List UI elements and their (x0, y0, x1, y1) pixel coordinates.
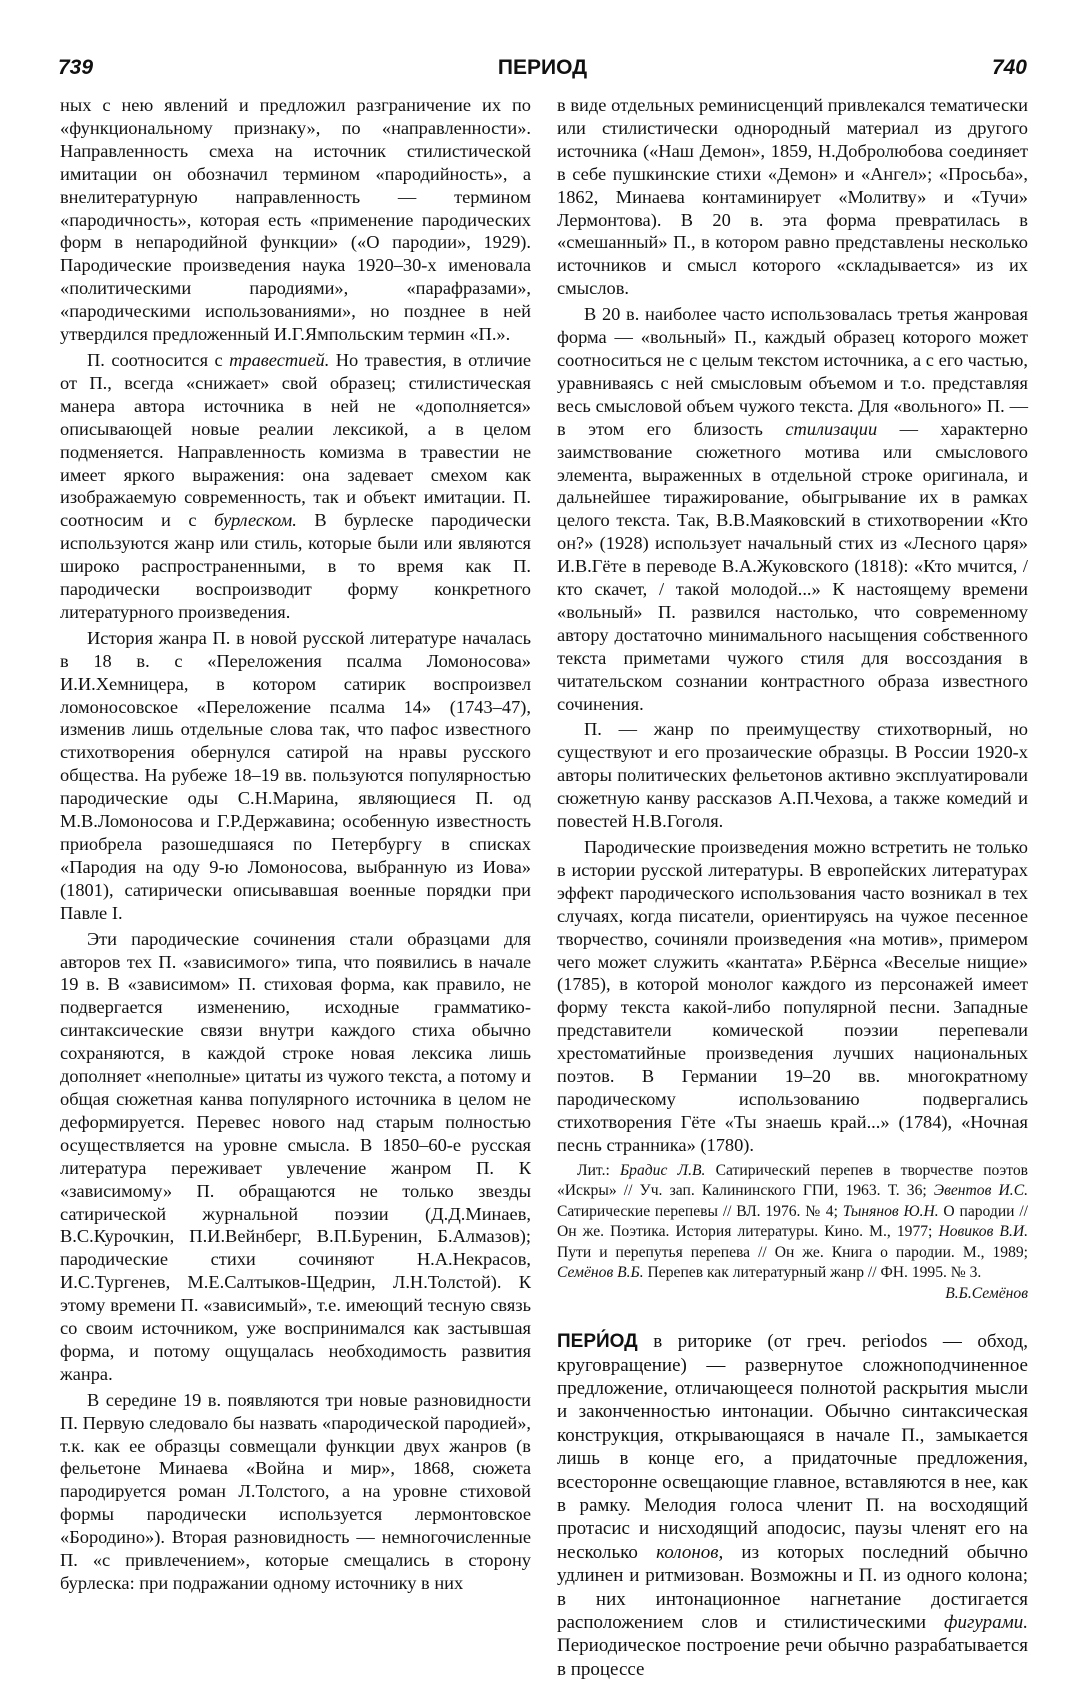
bibliography: Лит.: Брадис Л.В. Сатирический перепев в творчестве поэтов «Искры» // Уч. зап. Калининского ГПИ, 1963. Т. 36; Эвентов И.С. Сатирические перепевы // ВЛ. 1976. № 4; Тынянов Ю.Н. О пародии // Он же. Поэтика. История литературы. Кино. М., 1977; Новиков В.И. Пути и перепутья перепева // Он же. Книга о пародии. М., 1989; Семёнов В.Б. Перепев как литературный жанр // ФН. 1995. № 3. В.Б.Семёнов (557, 1161, 1028, 1305)
author-signature: В.Б.Семёнов (945, 1284, 1028, 1302)
paragraph: В середине 19 в. появляются три новые разновидности П. Первую следовало бы назвать «пародической пародией», т.к. как ее образцы совмещали функции двух жанров (в фельетоне Минаева «Война и мир», 1868, сюжета пародируется роман Л.Толстого, а на уровне стиховой формы пародически используется лермонтовское «Бородино»). Вторая разновидность — немногочисленные П. «с привлечением», которые смещались в сторону бурлеска: при подражании одному источнику в них (60, 1389, 531, 1593)
paragraph: ных с нею явлений и предложил разграничение их по «функциональному признаку», по «направленности». Направленность смеха на источник стилистической имитации он обозначил термином «пародийность», а внелитературную направленность — термином «пародичность», которая есть «применение пародических форм в непародийной функции» («О пародии», 1929). Пародические произведения наука 1920–30-х именовала «политическими пародиями», «парафразами», «пародическими использованиями», но позднее в ней утвердился предложенный И.Г.Ямпольским термин «П.». (60, 95, 531, 345)
page-number-left: 739 (58, 56, 94, 79)
paragraph: в виде отдельных реминисценций привлекался тематически или стилистически однородный материал из другого источника («Наш Демон», 1859, Н.Добролюбова соединяет в себе пушкинские стихи «Демон» и «Ангел»; «Просьба», 1862, Минаева контаминирует «Молитву» и «Тучи» Лермонтова). В 20 в. эта форма превратилась в «смешанный» П., в котором равно представлены несколько источников и смысл которого «складывается» из их смыслов. (557, 95, 1028, 299)
page-header (54, 56, 1031, 86)
paragraph: В 20 в. наиболее часто использовалась третья жанровая форма — «вольный» П., каждый образец которого может соотноситься не с целым текстом источника, а с его частью, уравниваясь с ней смысловым объемом и т.о. представляя весь смысловой объем чужого текста. Для «вольного» П. — в этом его близость стилизации — характерно заимствование сюжетного мотива или смыслового элемента, выраженных в отдельной строке оригинала, и дальнейшее тиражирование, обыгрывание их в рамках целого текста. Так, В.В.Маяковский в стихотворении «Кто он?» (1928) использует начальный стих из «Лесного царя» И.В.Гёте в переводе В.А.Жуковского (1818): «Кто мчится, / кто скачет, / такой молодой...» К настоящему времени «вольный» П. развился настолько, что современному автору достаточно минимального насыщения собственного текста приметами чужого стиля для воссоздания в читательском сознании контрастного образа известного сочинения. (557, 304, 1028, 714)
term-link: фигурами. (944, 1612, 1028, 1634)
left-column (60, 94, 531, 1598)
term-link: колонов, (656, 1541, 724, 1563)
paragraph: Эти пародические сочинения стали образцами для авторов тех П. «зависимого» типа, что появились в начале 19 в. В «зависимом» П. стиховая форма, как правило, не подвергается изменению, исходные грамматико-синтаксические связи внутри каждого стиха обычно сохраняются, в каждой строке новая лексика лишь дополняет «неполные» цитаты из чужого текста, а потому и общая сюжетная канва популярного источника в целом не деформируется. Перевес нового над старым полностью осуществляется на уровне смысла. В 1850–60-е русская литература переживает увлечение жанром П. К «зависимому» П. обращаются не только звезды сатирической журнальной поэзии (Д.Д.Минаев, В.С.Курочкин, П.И.Вейнберг, В.П.Буренин, Б.Алмазов); пародические стихи сочиняют Н.А.Некрасов, И.С.Тургенев, М.Е.Салтыков-Щедрин, Л.Н.Толстой). К этому времени П. «зависимый», т.е. имеющий тесную связь со своим источником, уже воспринимался как застывшая форма, и потому ощущалась необходимость развития жанра. (60, 928, 531, 1384)
term-link: бурлеском. (214, 510, 297, 531)
running-title: ПЕРИОД (497, 56, 588, 79)
term-link: травестией. (229, 349, 330, 370)
dictionary-entry: ПЕРИ́ОД в риторике (от греч. periodos — обход, круговращение) — развернутое сложноподчиненное предложение, отличающееся полнотой раскрытия мысли и законченностью интонации. Обычно синтаксическая конструкция, открывающаяся в начале П., замыкается лишь в конце его, а придаточные предложения, всесторонне освещающие главное, вставляются в нее, как в рамку. Мелодия голоса членит П. на восходящий протасис и нисходящий аподосис, паузы членят его на несколько колонов, из которых последний обычно удлинен и ритмизован. Возможны и П. из одного колона; в них интонационное нагнетание достигается расположением слов и стилистическими фигурами. Периодическое построение речи обычно разрабатывается в процессе (557, 1331, 1028, 1680)
term-link: стилизации (785, 418, 878, 439)
paragraph: П. — жанр по преимуществу стихотворный, но существуют и его прозаические образцы. В России 1920-х авторы политических фельетонов активно эксплуатировали сюжетную канву рассказов А.П.Чехова, а также комедий и повестей Н.В.Гоголя. (557, 719, 1028, 832)
paragraph: П. соотносится с травестией. Но травестия, в отличие от П., всегда «снижает» свой образец; стилистическая манера автора источника в ней не «дополняется» описывающей новые реалии лексикой, а в целом подменяется. Направленность комизма в травестии не имеет яркого выражения: она задевает смехом как изображаемую современность, так и объект имитации. П. соотносим и с бурлеском. В бурлеске пародически используются жанр или стиль, которые были или являются широко распространенными, в то время как П. пародически воспроизводит форму конкретного литературного произведения. (60, 349, 531, 622)
paragraph: История жанра П. в новой русской литературе началась в 18 в. с «Переложения псалма Ломоносова» И.И.Хемницера, в котором сатирик воспроизвел ломоносовское «Переложение псалма 14» (1743–47), изменив лишь отдельные слова так, что пафос известного стихотворения обернулся сатирой на нравы русского общества. На рубеже 18–19 вв. пользуются популярностью пародические оды С.Н.Марина, являющиеся П. од М.В.Ломоносова и Г.Р.Державина; особенную известность приобрела разошедшаяся по Петербургу в списках «Пародия на оду 9-ю Ломоносова, выбранную из Иова» (1801), сатирически описывавшая военные порядки при Павле I. (60, 627, 531, 923)
headword: ПЕРИ́ОД (557, 1331, 638, 1353)
right-column (557, 94, 1028, 1684)
paragraph: Пародические произведения можно встретить не только в истории русской литературы. В европейских литературах эффект пародического использования часто возникал в тех случаях, когда писатели, ориентируясь на чужое песенное творчество, сочиняли произведения «на мотив», примером чего может служить «кантата» Р.Бёрнса «Веселые нищие» (1785), в которой монолог каждого из персонажей имеет форму текста какой-либо популярной песни. Западные представители комической поэзии перепевали хрестоматийные произведения лучших национальных поэтов. В Германии 19–20 вв. многократному пародическому использованию подвергались стихотворения Гёте «Ты знаешь край...» (1784), «Ночная песнь странника» (1780). (557, 837, 1028, 1155)
page-number-right: 740 (991, 56, 1027, 79)
